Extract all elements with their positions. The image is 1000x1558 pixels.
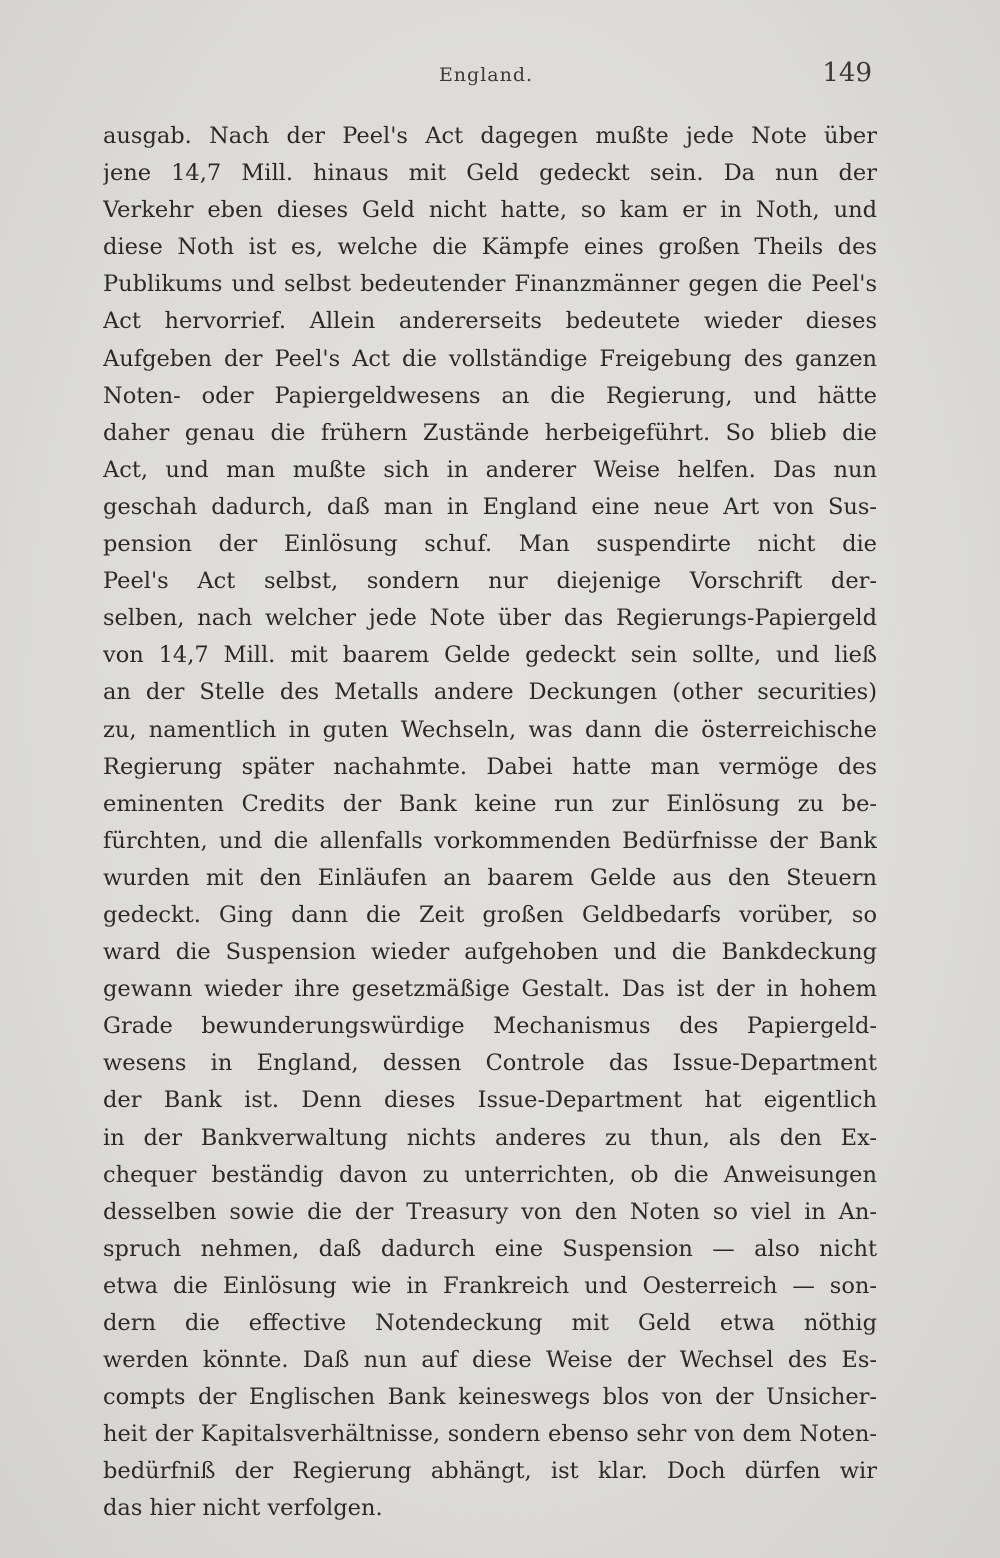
text-line: an der Stelle des Metalls andere Deckungen (other securities) [103,679,877,706]
text-line: zu, namentlich in guten Wechseln, was dann die österreichische [103,716,877,743]
text-line: bedürfniß der Regierung abhängt, ist klar. Doch dürfen wir [103,1458,877,1485]
text-line: geschah dadurch, daß man in England eine neue Art von Sus- [103,493,877,520]
text-line: chequer beständig davon zu unterrichten, ob die Anweisungen [103,1161,877,1188]
text-line: wurden mit den Einläufen an baarem Gelde aus den Steuern [103,864,877,891]
text-line: selben, nach welcher jede Note über das Regierungs-Papiergeld [103,605,877,632]
text-line: der Bank ist. Denn dieses Issue-Department hat eigentlich [103,1087,877,1114]
text-line: ward die Suspension wieder aufgehoben und die Bankdeckung [103,939,877,966]
text-line: Aufgeben der Peel's Act die vollständige Freigebung des ganzen [103,345,877,372]
text-line: spruch nehmen, daß dadurch eine Suspension — also nicht [103,1235,877,1262]
text-line: Grade bewunderungswürdige Mechanismus des Papiergeld- [103,1013,877,1040]
body-text [103,118,877,1528]
text-line: Noten- oder Papiergeldwesens an die Regierung, und hätte [103,382,877,409]
text-line: werden könnte. Daß nun auf diese Weise der Wechsel des Es- [103,1347,877,1374]
text-line: jene 14,7 Mill. hinaus mit Geld gedeckt sein. Da nun der [103,160,877,187]
text-line: etwa die Einlösung wie in Frankreich und Oesterreich — son- [103,1272,877,1299]
text-line: ausgab. Nach der Peel's Act dagegen mußte jede Note über [103,123,877,149]
text-line: wesens in England, dessen Controle das Issue-Department [103,1050,877,1077]
text-line: desselben sowie die der Treasury von den Noten so viel in An- [103,1198,877,1225]
text-line: compts der Englischen Bank keineswegs blos von der Unsicher- [103,1384,877,1411]
text-line: daher genau die frühern Zustände herbeigeführt. So blieb die [103,419,877,446]
running-title: England. [438,64,534,86]
text-line: diese Noth ist es, welche die Kämpfe eines großen Theils des [103,234,877,261]
text-line: in der Bankverwaltung nichts anderes zu thun, als den Ex- [103,1124,877,1151]
text-line: Act hervorrief. Allein andererseits bedeutete wieder dieses [103,308,877,335]
text-line: das hier nicht verfolgen. [103,1495,383,1522]
text-line: Act, und man mußte sich in anderer Weise helfen. Das nun [103,456,877,483]
text-line: heit der Kapitalsverhältnisse, sondern ebenso sehr von dem Noten- [103,1421,877,1448]
page-header [100,58,872,92]
text-line: Regierung später nachahmte. Dabei hatte man vermöge des [103,753,877,780]
text-line: pension der Einlösung schuf. Man suspendirte nicht die [103,531,877,558]
text-line: Peel's Act selbst, sondern nur diejenige Vorschrift der- [103,568,877,595]
text-line: fürchten, und die allenfalls vorkommenden Bedürfnisse der Bank [103,827,877,854]
page-number: 149 [822,58,872,88]
text-line: dern die effective Notendeckung mit Geld etwa nöthig [103,1310,877,1336]
text-line: Publikums und selbst bedeutender Finanzmänner gegen die Peel's [103,271,877,298]
text-line: Verkehr eben dieses Geld nicht hatte, so kam er in Noth, und [103,197,877,224]
text-line: gewann wieder ihre gesetzmäßige Gestalt. Das ist der in hohem [103,976,877,1003]
text-line: gedeckt. Ging dann die Zeit großen Geldbedarfs vorüber, so [103,901,877,928]
text-line: von 14,7 Mill. mit baarem Gelde gedeckt sein sollte, und ließ [103,642,877,669]
text-line: eminenten Credits der Bank keine run zur Einlösung zu be- [103,790,877,817]
